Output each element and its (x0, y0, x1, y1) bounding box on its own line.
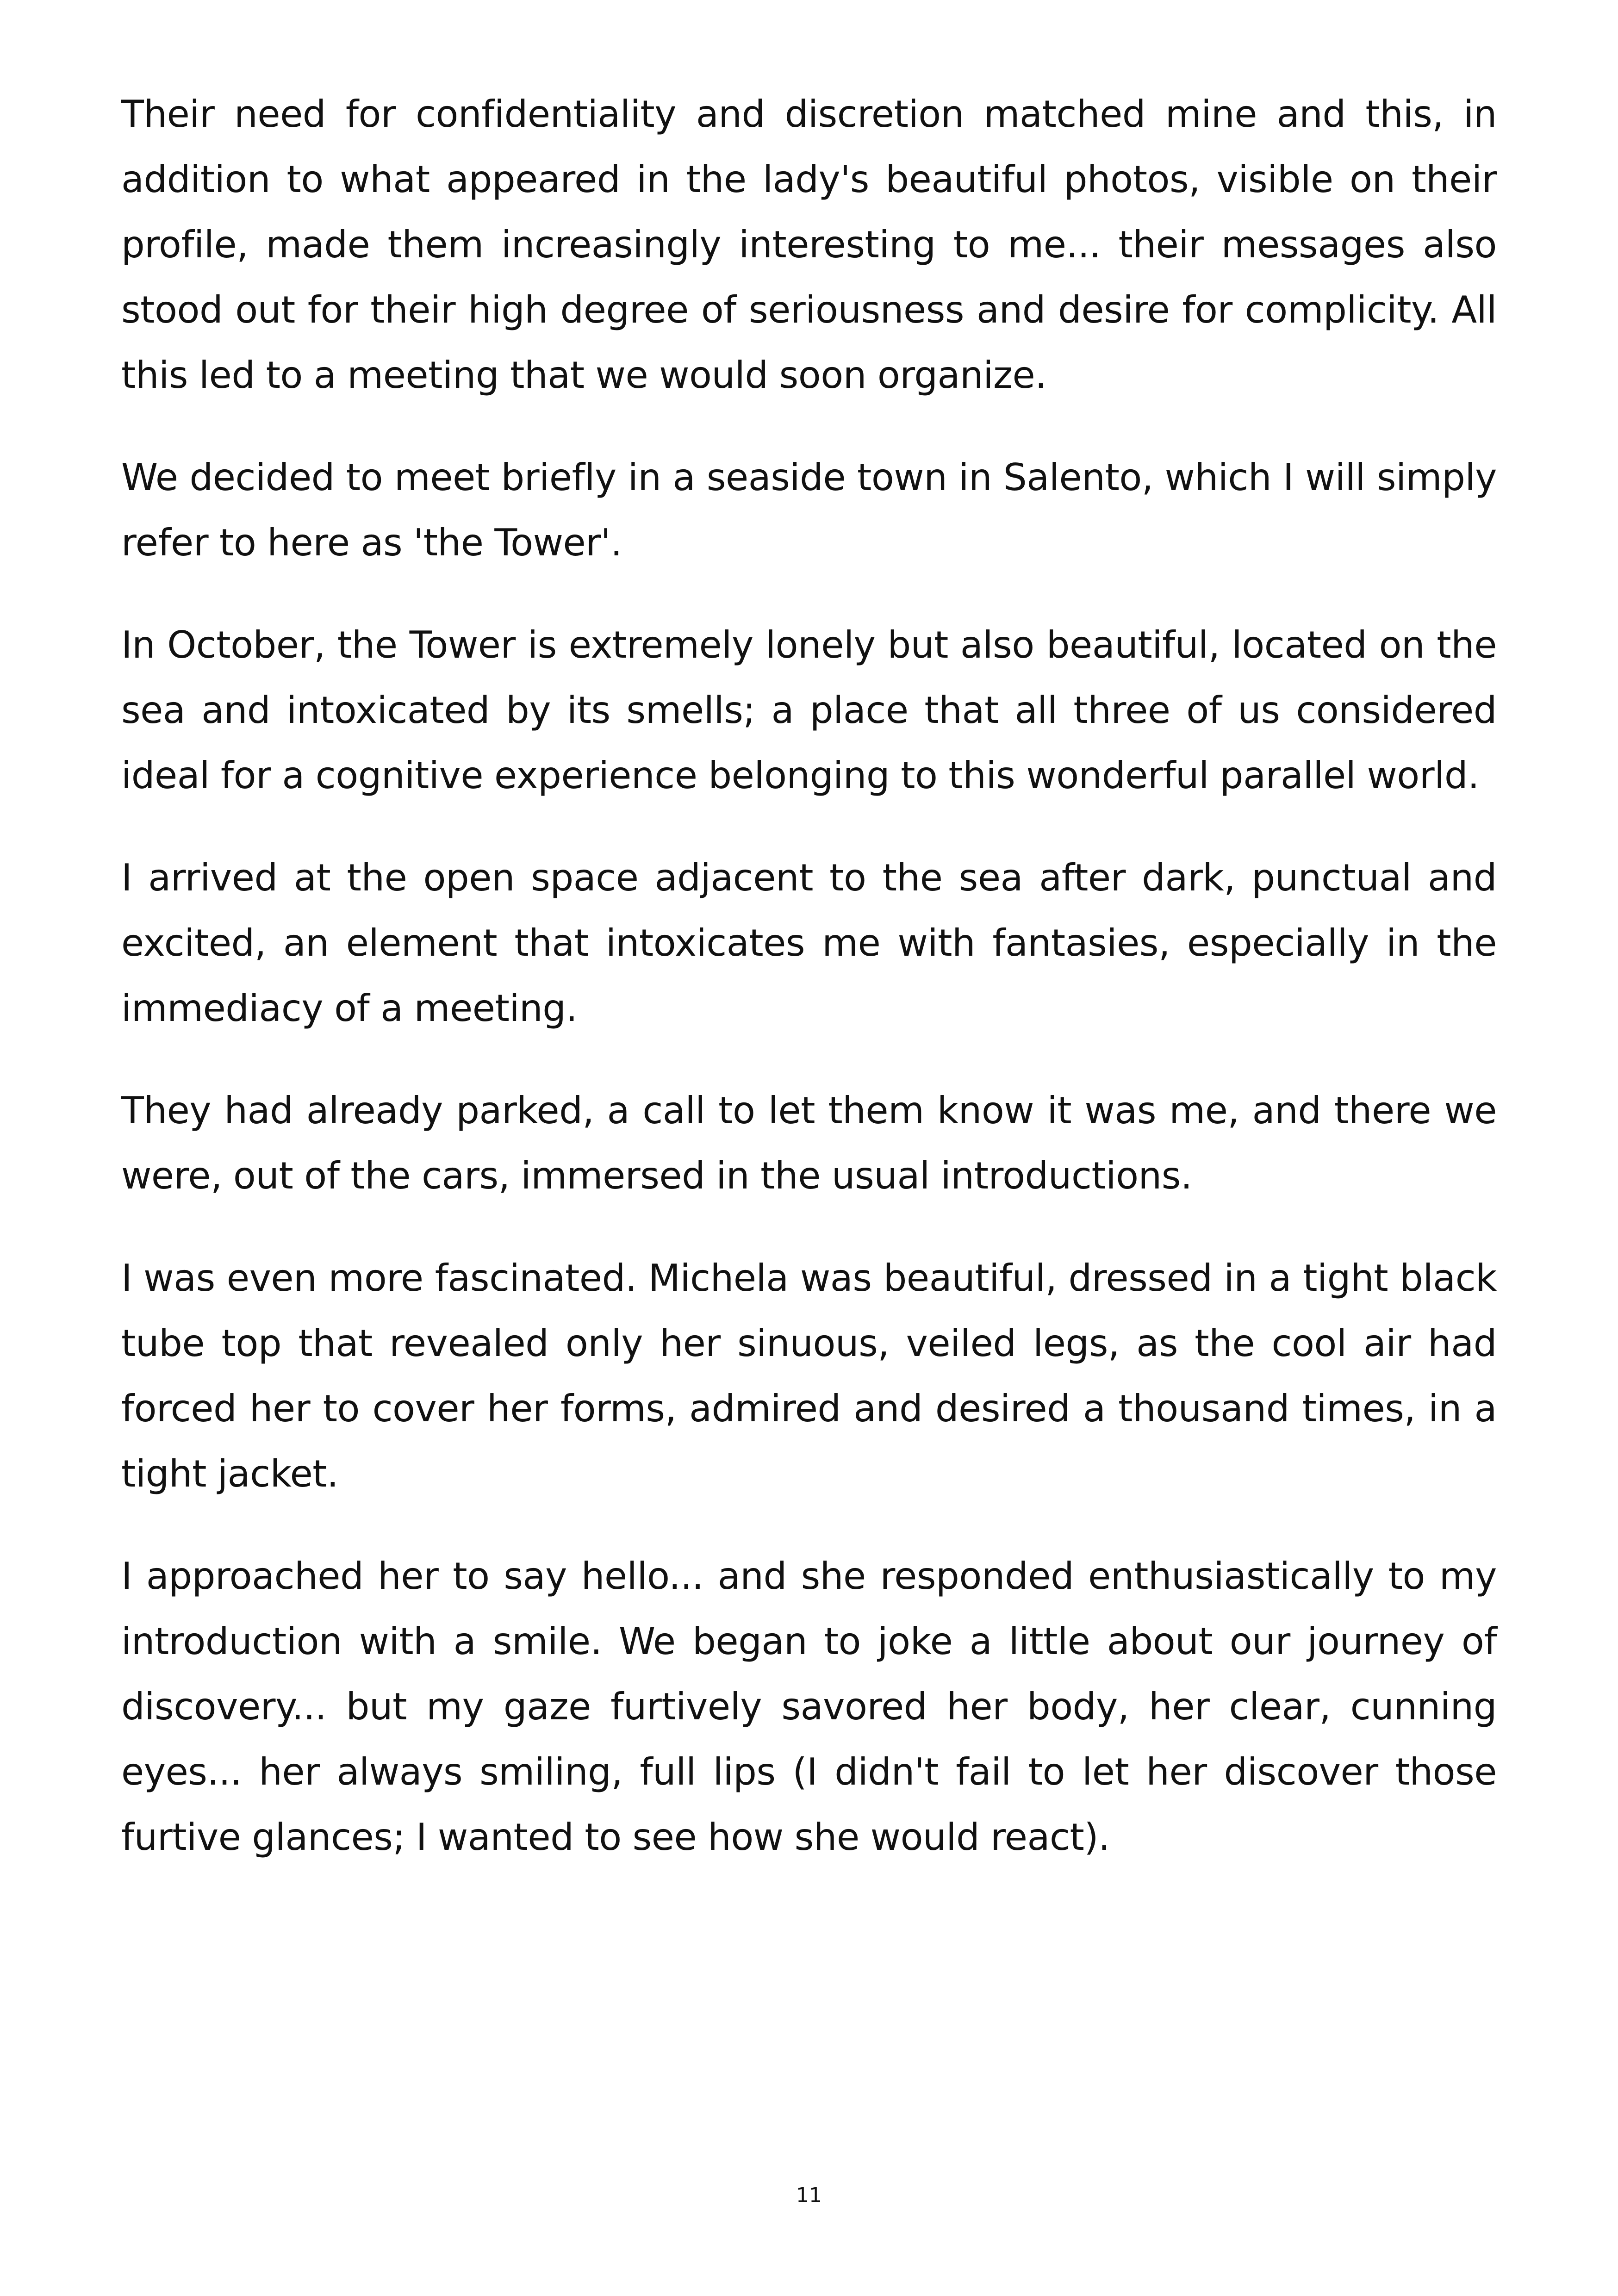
page-number: 11 (796, 2184, 822, 2207)
page-body (121, 81, 1497, 1907)
paragraph-1: Their need for confidentiality and discretion matched mine and this, in addition to what appeared in the lady's beautiful photos, visible on their profile, made them increasingly interesting to me... their messages also stood out for their high degree of seriousness and desire for complicity. All this led to a meeting that we would soon organize. (121, 93, 1497, 397)
paragraph-3: In October, the Tower is extremely lonely but also beautiful, located on the sea and intoxicated by its smells; a place that all three of us considered ideal for a cognitive experience belonging to this wonderful parallel world. (121, 623, 1497, 797)
paragraph-6: I was even more fascinated. Michela was beautiful, dressed in a tight black tube top that revealed only her sinuous, veiled legs, as the cool air had forced her to cover her forms, admired and desired a thousand times, in a tight jacket. (121, 1257, 1497, 1495)
paragraph-5: They had already parked, a call to let them know it was me, and there we were, out of the cars, immersed in the usual introductions. (121, 1089, 1497, 1197)
paragraph-4: I arrived at the open space adjacent to the sea after dark, punctual and excited, an element that intoxicates me with fantasies, especially in the immediacy of a meeting. (121, 856, 1497, 1030)
paragraph-7: I approached her to say hello... and she responded enthusiastically to my introduction with a smile. We began to joke a little about our journey of discovery... but my gaze furtively savored her body, her clear, cunning eyes... her always smiling, full lips (I didn't fail to let her discover those furtive glances; I wanted to see how she would react). (121, 1555, 1497, 1859)
paragraph-2: We decided to meet briefly in a seaside town in Salento, which I will simply refer to here as 'the Tower'. (121, 456, 1497, 564)
